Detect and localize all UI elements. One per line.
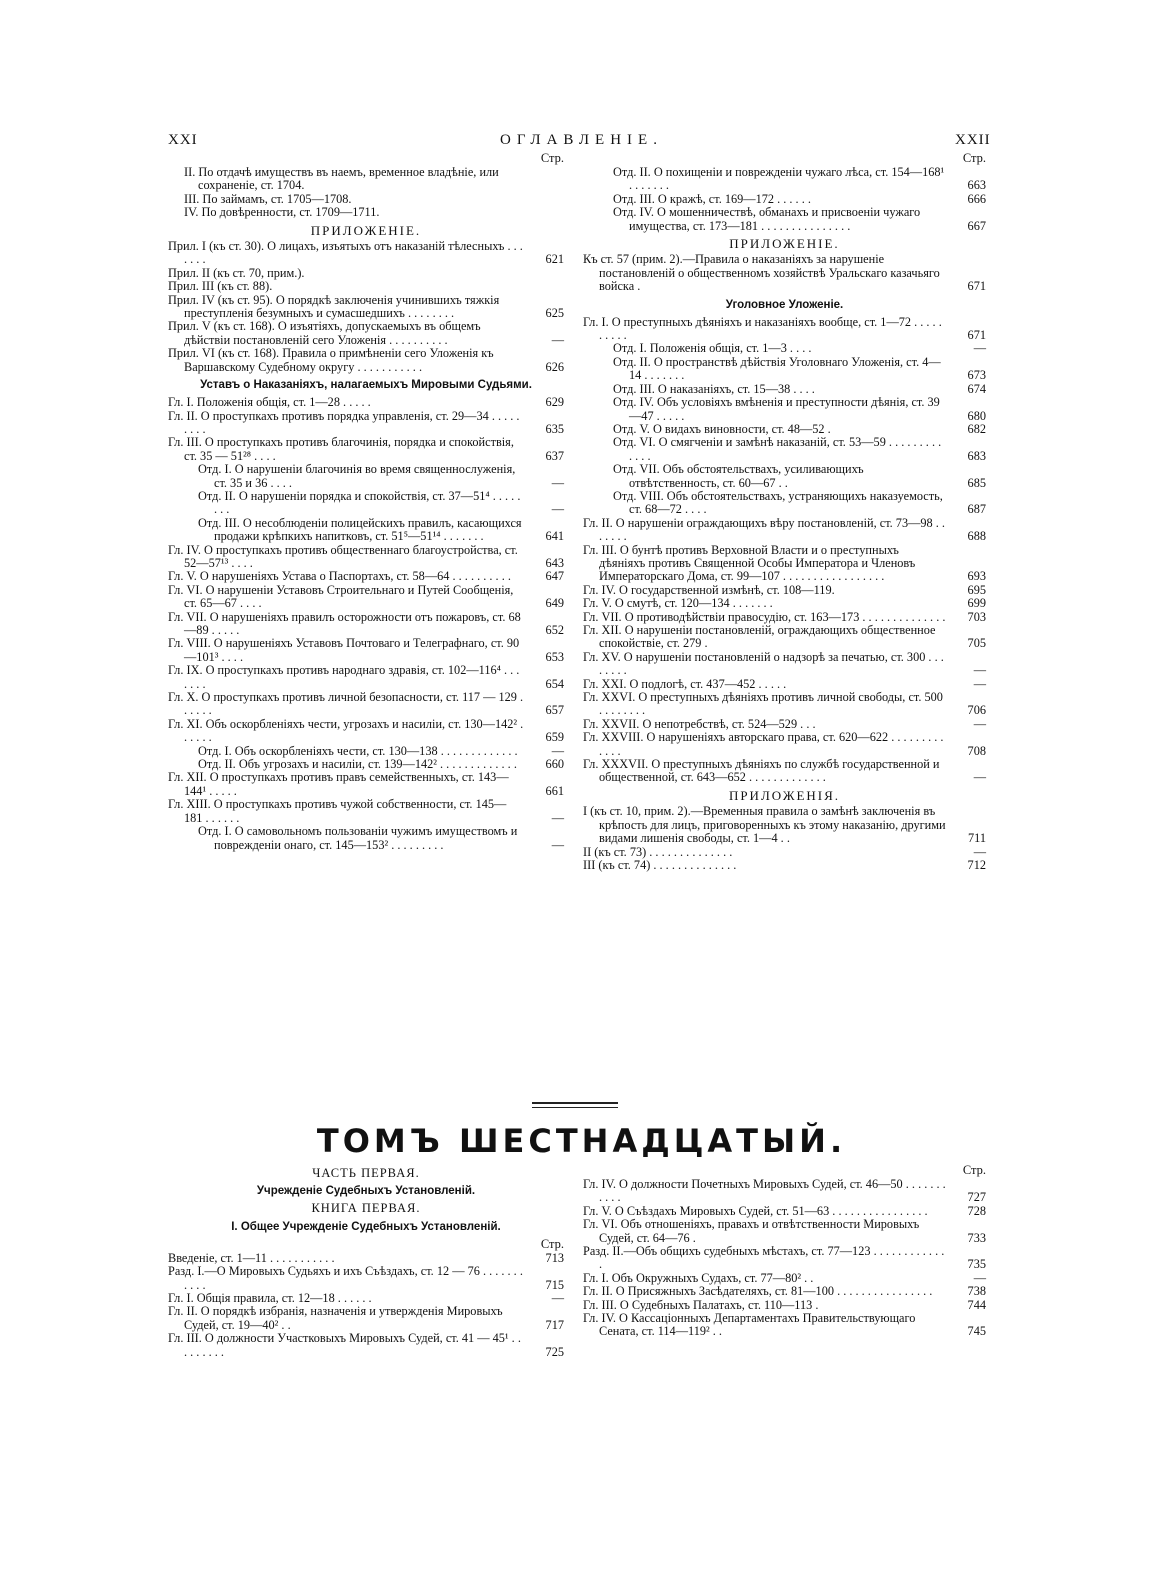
page-number-right: XXII <box>955 132 991 148</box>
toc-entry <box>168 1252 564 1265</box>
toc-entry-title: Гл. I. Объ Окружныхъ Судахъ, ст. 77—80² . . <box>583 1270 814 1285</box>
toc-entry-title: II. По отдачѣ имуществъ въ наемъ, временное владѣніе, или сохраненіе, ст. 1704. <box>184 165 499 193</box>
toc-entry-page: 671 <box>967 328 986 343</box>
toc-entry-title: Отд. III. О кражѣ, ст. 169—172 . . . . . . <box>613 191 811 206</box>
toc-entry <box>168 637 564 664</box>
toc-entry-title: Гл. I. Положенія общія, ст. 1—28 . . . . . <box>168 395 371 410</box>
toc-entry <box>583 1218 986 1245</box>
toc-entry-page: 635 <box>545 421 564 436</box>
toc-entry <box>168 798 564 825</box>
toc-entry <box>583 597 986 610</box>
toc-entry-title: Гл. XXVII. О непотребствѣ, ст. 524—529 . . . <box>583 716 816 731</box>
toc-entry <box>583 166 986 193</box>
toc-entry-title: Отд. II. О нарушеніи порядка и спокойствія, ст. 37—51⁴ . . . . . . . . <box>198 488 521 517</box>
toc-entry-title: Разд. II.—Объ общихъ судебныхъ мѣстахъ, ст. 77—123 . . . . . . . . . . . . . <box>583 1244 945 1272</box>
toc-entry-title: Гл. II. О проступкахъ противъ порядка управленія, ст. 29—34 . . . . . . . . . <box>168 408 520 436</box>
toc-entry <box>583 624 986 651</box>
toc-entry-title: Гл. I. О преступныхъ дѣяніяхъ и наказаніяхъ вообще, ст. 1—72 . . . . . . . . . . <box>583 314 942 343</box>
toc-entry-title: Гл. IV. О проступкахъ противъ общественнаго благоустройства, ст. 52—57¹³ . . . . <box>168 542 518 570</box>
toc-entry <box>168 347 564 374</box>
toc-entry <box>583 1272 986 1285</box>
toc-entry-page: — <box>973 844 986 859</box>
toc-entry-page: 703 <box>967 609 986 624</box>
toc-entry-title: Гл. XXXVII. О преступныхъ дѣяніяхъ по службѣ государственной и общественной, ст. 643—652 . . . . . . . . . . . . . <box>583 757 940 785</box>
toc-entry-page: 674 <box>967 381 986 396</box>
toc-entry-title: Отд. V. О видахъ виновности, ст. 48—52 . <box>613 421 831 436</box>
toc-entry-page: 708 <box>967 743 986 758</box>
section-divider <box>532 1102 618 1108</box>
toc-entry-page: 641 <box>545 529 564 544</box>
toc-entry-title: Отд. II. О похищеніи и поврежденіи чужаго лѣса, ст. 154—168¹ . . . . . . . <box>613 165 945 193</box>
toc-entry <box>583 731 986 758</box>
toc-entry <box>583 718 986 731</box>
toc-entry-title: Гл. III. О проступкахъ противъ благочинія, порядка и спокойствія, ст. 35 — 51²⁸ . . . . <box>168 435 514 463</box>
toc-entry-page: 637 <box>545 448 564 463</box>
toc-entry <box>168 771 564 798</box>
toc-entry-page: 659 <box>545 730 564 745</box>
toc-entry-page: 667 <box>967 218 986 233</box>
toc-entry <box>583 1178 986 1205</box>
toc-entry-page: 705 <box>967 636 986 651</box>
toc-entry-title: Гл. V. О смутѣ, ст. 120—134 . . . . . . . <box>583 596 773 611</box>
toc-entry-page: — <box>551 810 564 825</box>
toc-entry-title: Гл. V. О нарушеніяхъ Устава о Паспортахъ, ст. 58—64 . . . . . . . . . . <box>168 569 511 584</box>
toc-entry-page: 715 <box>545 1277 564 1292</box>
toc-entry-page: 663 <box>967 178 986 193</box>
toc-entry <box>168 206 564 219</box>
toc-entry <box>583 1245 986 1272</box>
toc-entry-page: 717 <box>545 1317 564 1332</box>
toc-entry-page: 711 <box>968 831 986 846</box>
toc-entry <box>168 825 564 852</box>
toc-entry-title: Гл. II. О порядкѣ избранія, назначенія и утвержденія Мировыхъ Судей, ст. 19—40² . . <box>168 1304 503 1332</box>
toc-entry <box>168 664 564 691</box>
toc-column-1 <box>168 152 564 852</box>
toc-entry <box>168 320 564 347</box>
page-column-label: Стр. <box>962 151 986 165</box>
toc-entry-title: Отд. VIII. Объ обстоятельствахъ, устраняющихъ наказуемость, ст. 68—72 . . . . <box>613 488 943 517</box>
toc-entry <box>168 570 564 583</box>
toc-entry-title: Къ ст. 57 (прим. 2).—Правила о наказаніяхъ за нарушеніе постановленій о общественномъ хозяйствѣ Уральскаго казачьяго войска . <box>583 252 940 294</box>
toc-entry <box>168 436 564 463</box>
toc-entry <box>168 1332 564 1359</box>
toc-entry <box>583 436 986 463</box>
toc-entry-title: Отд. I. Объ оскорбленіяхъ чести, ст. 130—138 . . . . . . . . . . . . . <box>198 743 518 758</box>
toc-entry-title: Гл. VI. О нарушеніи Уставовъ Строительнаго и Путей Сообщенія, ст. 65—67 . . . . <box>168 582 514 611</box>
toc-entry <box>583 1205 986 1218</box>
page-column-label: Стр. <box>540 151 564 165</box>
toc-entry <box>583 544 986 584</box>
toc-entry <box>583 342 986 355</box>
toc-entry-title: Прил. III (къ ст. 88). <box>168 279 273 294</box>
toc-entry-page: — <box>973 663 986 678</box>
toc-entry <box>583 651 986 678</box>
toc-entry <box>583 517 986 544</box>
toc-entry-page: 666 <box>967 191 986 206</box>
toc-entry-page: 713 <box>545 1250 564 1265</box>
toc-entry-page: 699 <box>967 596 986 611</box>
toc-entry <box>583 383 986 396</box>
toc-entry <box>583 758 986 785</box>
toc-entry-title: Гл. III. О бунтѣ противъ Верховной Власти и о преступныхъ дѣяніяхъ противъ Священной Особы Императора и Членовъ Императорскаго Дома, ст. 99—107 . . . . . . . . . . . . . . . . . <box>583 542 916 584</box>
toc-entry <box>168 517 564 544</box>
toc-entry-page: 693 <box>967 569 986 584</box>
toc-entry <box>168 544 564 571</box>
toc-entry-page: 728 <box>967 1203 986 1218</box>
toc-entry <box>168 611 564 638</box>
part-heading: КНИГА ПЕРВАЯ. <box>311 1201 421 1216</box>
toc-entry-title: Гл. V. О Съѣздахъ Мировыхъ Судей, ст. 51—63 . . . . . . . . . . . . . . . . <box>583 1203 928 1218</box>
toc-entry <box>168 1292 564 1305</box>
toc-entry-title: Отд. IV. Объ условіяхъ вмѣненія и преступности дѣянія, ст. 39—47 . . . . . <box>613 395 940 423</box>
section-heading: ПРИЛОЖЕНІЕ. <box>310 222 422 238</box>
toc-entry <box>168 280 564 293</box>
toc-entry-title: Отд. IV. О мошенничествѣ, обманахъ и присвоеніи чужаго имущества, ст. 173—181 . . . . . . . . . . . . . . . <box>613 205 921 233</box>
toc-entry <box>583 678 986 691</box>
toc-entry-page: 661 <box>545 783 564 798</box>
toc-entry-page: 643 <box>545 555 564 570</box>
toc-entry-title: Разд. I.—О Мировыхъ Судьяхъ и ихъ Съѣздахъ, ст. 12 — 76 . . . . . . . . . . . <box>168 1264 523 1292</box>
toc-entry-page: 652 <box>545 623 564 637</box>
section-heading: ПРИЛОЖЕНІЕ. <box>729 236 840 252</box>
toc-entry-page: — <box>551 1291 564 1306</box>
subsection-heading: Уголовное Уложеніе. <box>725 298 844 311</box>
subsection-heading: Уставъ о Наказаніяхъ, налагаемыхъ Мировыми Судьями. <box>200 379 532 392</box>
toc-entry-title: Гл. XII. О нарушеніи постановленій, ограждающихъ общественное спокойствіе, ст. 279 . <box>583 623 936 651</box>
toc-entry-page: 629 <box>545 395 564 410</box>
toc-entry <box>168 1265 564 1292</box>
toc-entry <box>168 758 564 771</box>
toc-entry-page: 745 <box>967 1324 986 1339</box>
subsection-heading: Учрежденіе Судебныхъ Установленій. <box>256 1185 476 1198</box>
toc-entry <box>583 859 986 872</box>
running-title: ОГЛАВЛЕНІЕ. <box>500 132 663 148</box>
toc-entry <box>583 396 986 423</box>
toc-entry <box>583 1285 986 1298</box>
toc-entry-title: Отд. I. Положенія общія, ст. 1—3 . . . . <box>613 341 812 356</box>
toc-entry-page: — <box>551 837 564 852</box>
toc-entry-title: III (къ ст. 74) . . . . . . . . . . . . . . <box>583 857 737 872</box>
page-column-label: Стр. <box>540 1236 564 1251</box>
toc-entry <box>583 193 986 206</box>
toc-entry-page: — <box>551 502 564 517</box>
toc-entry-title: I (къ ст. 10, прим. 2).—Временныя правила о замѣнѣ заключенія въ крѣпость для лицъ, приговоренныхъ къ этому наказанію, другими видами лишенія свободы, ст. 1—4 . . <box>583 804 946 846</box>
toc-entry <box>168 718 564 745</box>
toc-entry-page: 626 <box>545 359 564 374</box>
toc-entry <box>168 745 564 758</box>
toc-entry <box>583 584 986 597</box>
toc-entry-title: Гл. VI. Объ отношеніяхъ, правахъ и отвѣтственности Мировыхъ Судей, ст. 64—76 . <box>583 1217 920 1245</box>
toc-entry <box>583 846 986 859</box>
toc-entry-page: — <box>551 475 564 490</box>
toc-entry-page: 671 <box>967 279 986 294</box>
toc-entry-title: Гл. XII. О проступкахъ противъ правъ семейственныхъ, ст. 143—144¹ . . . . . <box>168 770 509 798</box>
toc-entry-page: 733 <box>967 1230 986 1245</box>
toc-entry <box>168 410 564 437</box>
toc-entry <box>583 611 986 624</box>
toc-entry-title: Гл. VIII. О нарушеніяхъ Уставовъ Почтоваго и Телеграфнаго, ст. 90—101³ . . . . <box>168 636 520 664</box>
toc-entry-page: 673 <box>967 368 986 383</box>
toc-entry <box>168 463 564 490</box>
volume-title: ТОМЪ ШЕСТНАДЦАТЫЙ. <box>316 1122 847 1160</box>
toc-entry <box>583 206 986 233</box>
toc-entry-page: 683 <box>967 448 986 463</box>
toc-entry-title: Гл. XIII. О проступкахъ противъ чужой собственности, ст. 145—181 . . . . . . <box>168 797 507 825</box>
toc-entry <box>583 463 986 490</box>
toc-entry-page: 621 <box>545 252 564 267</box>
toc-entry-page: 647 <box>545 569 564 584</box>
toc-entry-title: Отд. VII. Объ обстоятельствахъ, усиливающихъ отвѣтственность, ст. 60—67 . . <box>613 462 864 490</box>
toc-entry <box>168 294 564 321</box>
toc-entry-page: 725 <box>545 1344 564 1359</box>
toc-entry-page: — <box>973 770 986 785</box>
toc-entry-page: 688 <box>967 529 986 544</box>
toc-entry-title: Гл. II. О нарушеніи ограждающихъ вѣру постановленій, ст. 73—98 . . . . . . . <box>583 515 945 544</box>
toc-entry <box>168 490 564 517</box>
toc-entry <box>583 423 986 436</box>
toc-entry-page: 706 <box>967 703 986 718</box>
page-column-label: Стр. <box>962 1163 986 1177</box>
toc-entry-page: 735 <box>967 1257 986 1272</box>
toc-entry <box>583 253 986 293</box>
toc-entry-title: Введеніе, ст. 1—11 . . . . . . . . . . . <box>168 1250 335 1265</box>
toc-entry <box>168 1305 564 1332</box>
toc-entry-title: IV. По довѣренности, ст. 1709—1711. <box>184 205 380 220</box>
toc-entry-page: — <box>973 1270 986 1285</box>
toc-entry-title: Гл. XXVIII. О нарушеніяхъ авторскаго права, ст. 620—622 . . . . . . . . . . . . . <box>583 730 944 758</box>
toc-entry-title: II (къ ст. 73) . . . . . . . . . . . . . . <box>583 844 733 859</box>
toc-entry <box>168 267 564 280</box>
toc-entry-title: Отд. I. О нарушеніи благочинія во время священнослуженія, ст. 35 и 36 . . . . <box>198 462 516 490</box>
toc-entry <box>583 490 986 517</box>
toc-entry-title: Прил. II (къ ст. 70, прим.). <box>168 265 305 280</box>
toc-column-4 <box>583 1164 986 1339</box>
toc-entry-title: Гл. VII. О нарушеніяхъ правилъ осторожности отъ пожаровъ, ст. 68—89 . . . . . <box>168 609 521 637</box>
toc-entry-page: 738 <box>967 1284 986 1299</box>
toc-entry <box>168 584 564 611</box>
toc-entry-title: Гл. XXVI. О преступныхъ дѣяніяхъ противъ личной свободы, ст. 500 . . . . . . . . <box>583 690 943 718</box>
toc-entry-page: 654 <box>545 676 564 691</box>
toc-entry-page: 649 <box>545 596 564 611</box>
toc-entry-title: Гл. X. О проступкахъ противъ личной безопасности, ст. 117 — 129 . . . . . . <box>168 690 524 718</box>
toc-entry-title: Гл. IV. О государственной измѣнѣ, ст. 108—119. <box>583 582 835 597</box>
toc-entry-title: Гл. IV. О должности Почетныхъ Мировыхъ Судей, ст. 46—50 . . . . . . . . . . . <box>583 1177 946 1205</box>
toc-entry-page: — <box>973 676 986 691</box>
toc-entry-title: Отд. III. О наказаніяхъ, ст. 15—38 . . . . <box>613 381 815 396</box>
toc-entry <box>583 1299 986 1312</box>
subsection-heading: I. Общее Учрежденіе Судебныхъ Установленій. <box>231 1220 501 1233</box>
toc-entry <box>168 240 564 267</box>
toc-entry <box>583 316 986 343</box>
toc-entry-title: Отд. I. О самовольномъ пользованіи чужимъ имуществомъ и поврежденіи онаго, ст. 145—153² . . . . . . . . . <box>198 824 518 852</box>
toc-entry-title: Отд. II. Объ угрозахъ и насиліи, ст. 139—142² . . . . . . . . . . . . . <box>198 757 517 772</box>
toc-entry <box>583 356 986 383</box>
toc-entry-title: Прил. V (къ ст. 168). О изъятіяхъ, допускаемыхъ въ общемъ дѣйствіи постановленій сего Уложенія . . . . . . . . . . <box>168 319 481 347</box>
toc-entry-title: Гл. IX. О проступкахъ противъ народнаго здравія, ст. 102—116⁴ . . . . . . . <box>168 663 520 691</box>
toc-entry <box>168 691 564 718</box>
toc-entry-page: 712 <box>967 857 986 872</box>
toc-entry-page: 685 <box>967 475 986 490</box>
toc-entry-page: 695 <box>967 582 986 597</box>
toc-entry-page: — <box>551 332 564 347</box>
toc-entry-title: III. По займамъ, ст. 1705—1708. <box>184 191 352 206</box>
toc-entry-page: 657 <box>545 703 564 718</box>
toc-entry-page: — <box>973 716 986 731</box>
toc-entry-title: Гл. XV. О нарушеніи постановленій о надзорѣ за печатью, ст. 300 . . . . . . . . <box>583 649 944 678</box>
toc-entry-title: Гл. III. О Судебныхъ Палатахъ, ст. 110—113 . <box>583 1297 819 1312</box>
toc-entry-title: Прил. I (къ ст. 30). О лицахъ, изъятыхъ отъ наказаній тѣлесныхъ . . . . . . . <box>168 239 523 267</box>
toc-entry-page: 680 <box>967 408 986 423</box>
toc-column-2 <box>583 152 986 872</box>
toc-entry-page: 653 <box>545 649 564 664</box>
toc-entry-page: 687 <box>967 502 986 517</box>
toc-entry-page: 744 <box>967 1297 986 1312</box>
toc-entry-page: — <box>551 743 564 758</box>
toc-entry-page: — <box>973 341 986 356</box>
toc-entry-title: Гл. XI. Объ оскорбленіяхъ чести, угрозахъ и насиліи, ст. 130—142² . . . . . . <box>168 716 524 745</box>
toc-entry-title: Гл. VII. О противодѣйствіи правосудію, ст. 163—173 . . . . . . . . . . . . . . <box>583 609 946 624</box>
toc-entry-title: Гл. XXI. О подлогѣ, ст. 437—452 . . . . . <box>583 676 787 691</box>
toc-entry <box>168 396 564 409</box>
toc-entry <box>583 805 986 845</box>
toc-entry-title: Гл. IV. О Кассаціонныхъ Департаментахъ Правительствующаго Сената, ст. 114—119² . . <box>583 1311 916 1339</box>
page-number-left: XXI <box>168 132 198 148</box>
toc-entry-page: 660 <box>545 757 564 772</box>
toc-entry <box>168 193 564 206</box>
toc-entry-title: Отд. II. О пространствѣ дѣйствія Уголовнаго Уложенія, ст. 4—14 . . . . . . . <box>613 354 941 383</box>
toc-entry <box>168 166 564 193</box>
toc-entry-page: 625 <box>545 306 564 321</box>
toc-entry-page: 682 <box>967 421 986 436</box>
toc-entry-title: Отд. III. О несоблюденіи полицейскихъ правилъ, касающихся продажи крѣпкихъ напитковъ, ст. 51⁵—51¹⁴ . . . . . . . <box>198 515 522 544</box>
part-heading: ЧАСТЬ ПЕРВАЯ. <box>312 1166 420 1180</box>
toc-entry <box>583 1312 986 1339</box>
toc-entry-title: Гл. I. Общія правила, ст. 12—18 . . . . . . <box>168 1291 372 1306</box>
toc-column-3 <box>168 1164 564 1359</box>
toc-entry <box>583 691 986 718</box>
toc-entry-page: 727 <box>967 1190 986 1205</box>
toc-entry-title: Прил. VI (къ ст. 168). Правила о примѣненіи сего Уложенія къ Варшавскому Судебному округу . . . . . . . . . . . <box>168 346 494 374</box>
section-heading: ПРИЛОЖЕНІЯ. <box>728 787 841 803</box>
toc-entry-title: Отд. VI. О смягченіи и замѣнѣ наказаній, ст. 53—59 . . . . . . . . . . . . . <box>613 435 942 463</box>
toc-entry-title: Гл. II. О Присяжныхъ Засѣдателяхъ, ст. 81—100 . . . . . . . . . . . . . . . . <box>583 1284 933 1299</box>
toc-entry-title: Гл. III. О должности Участковыхъ Мировыхъ Судей, ст. 41 — 45¹ . . . . . . . . . <box>168 1331 521 1359</box>
toc-entry-title: Прил. IV (къ ст. 95). О порядкѣ заключенія учинившихъ тяжкія преступленія безумныхъ и сумасшедшихъ . . . . . . . . <box>168 292 500 321</box>
